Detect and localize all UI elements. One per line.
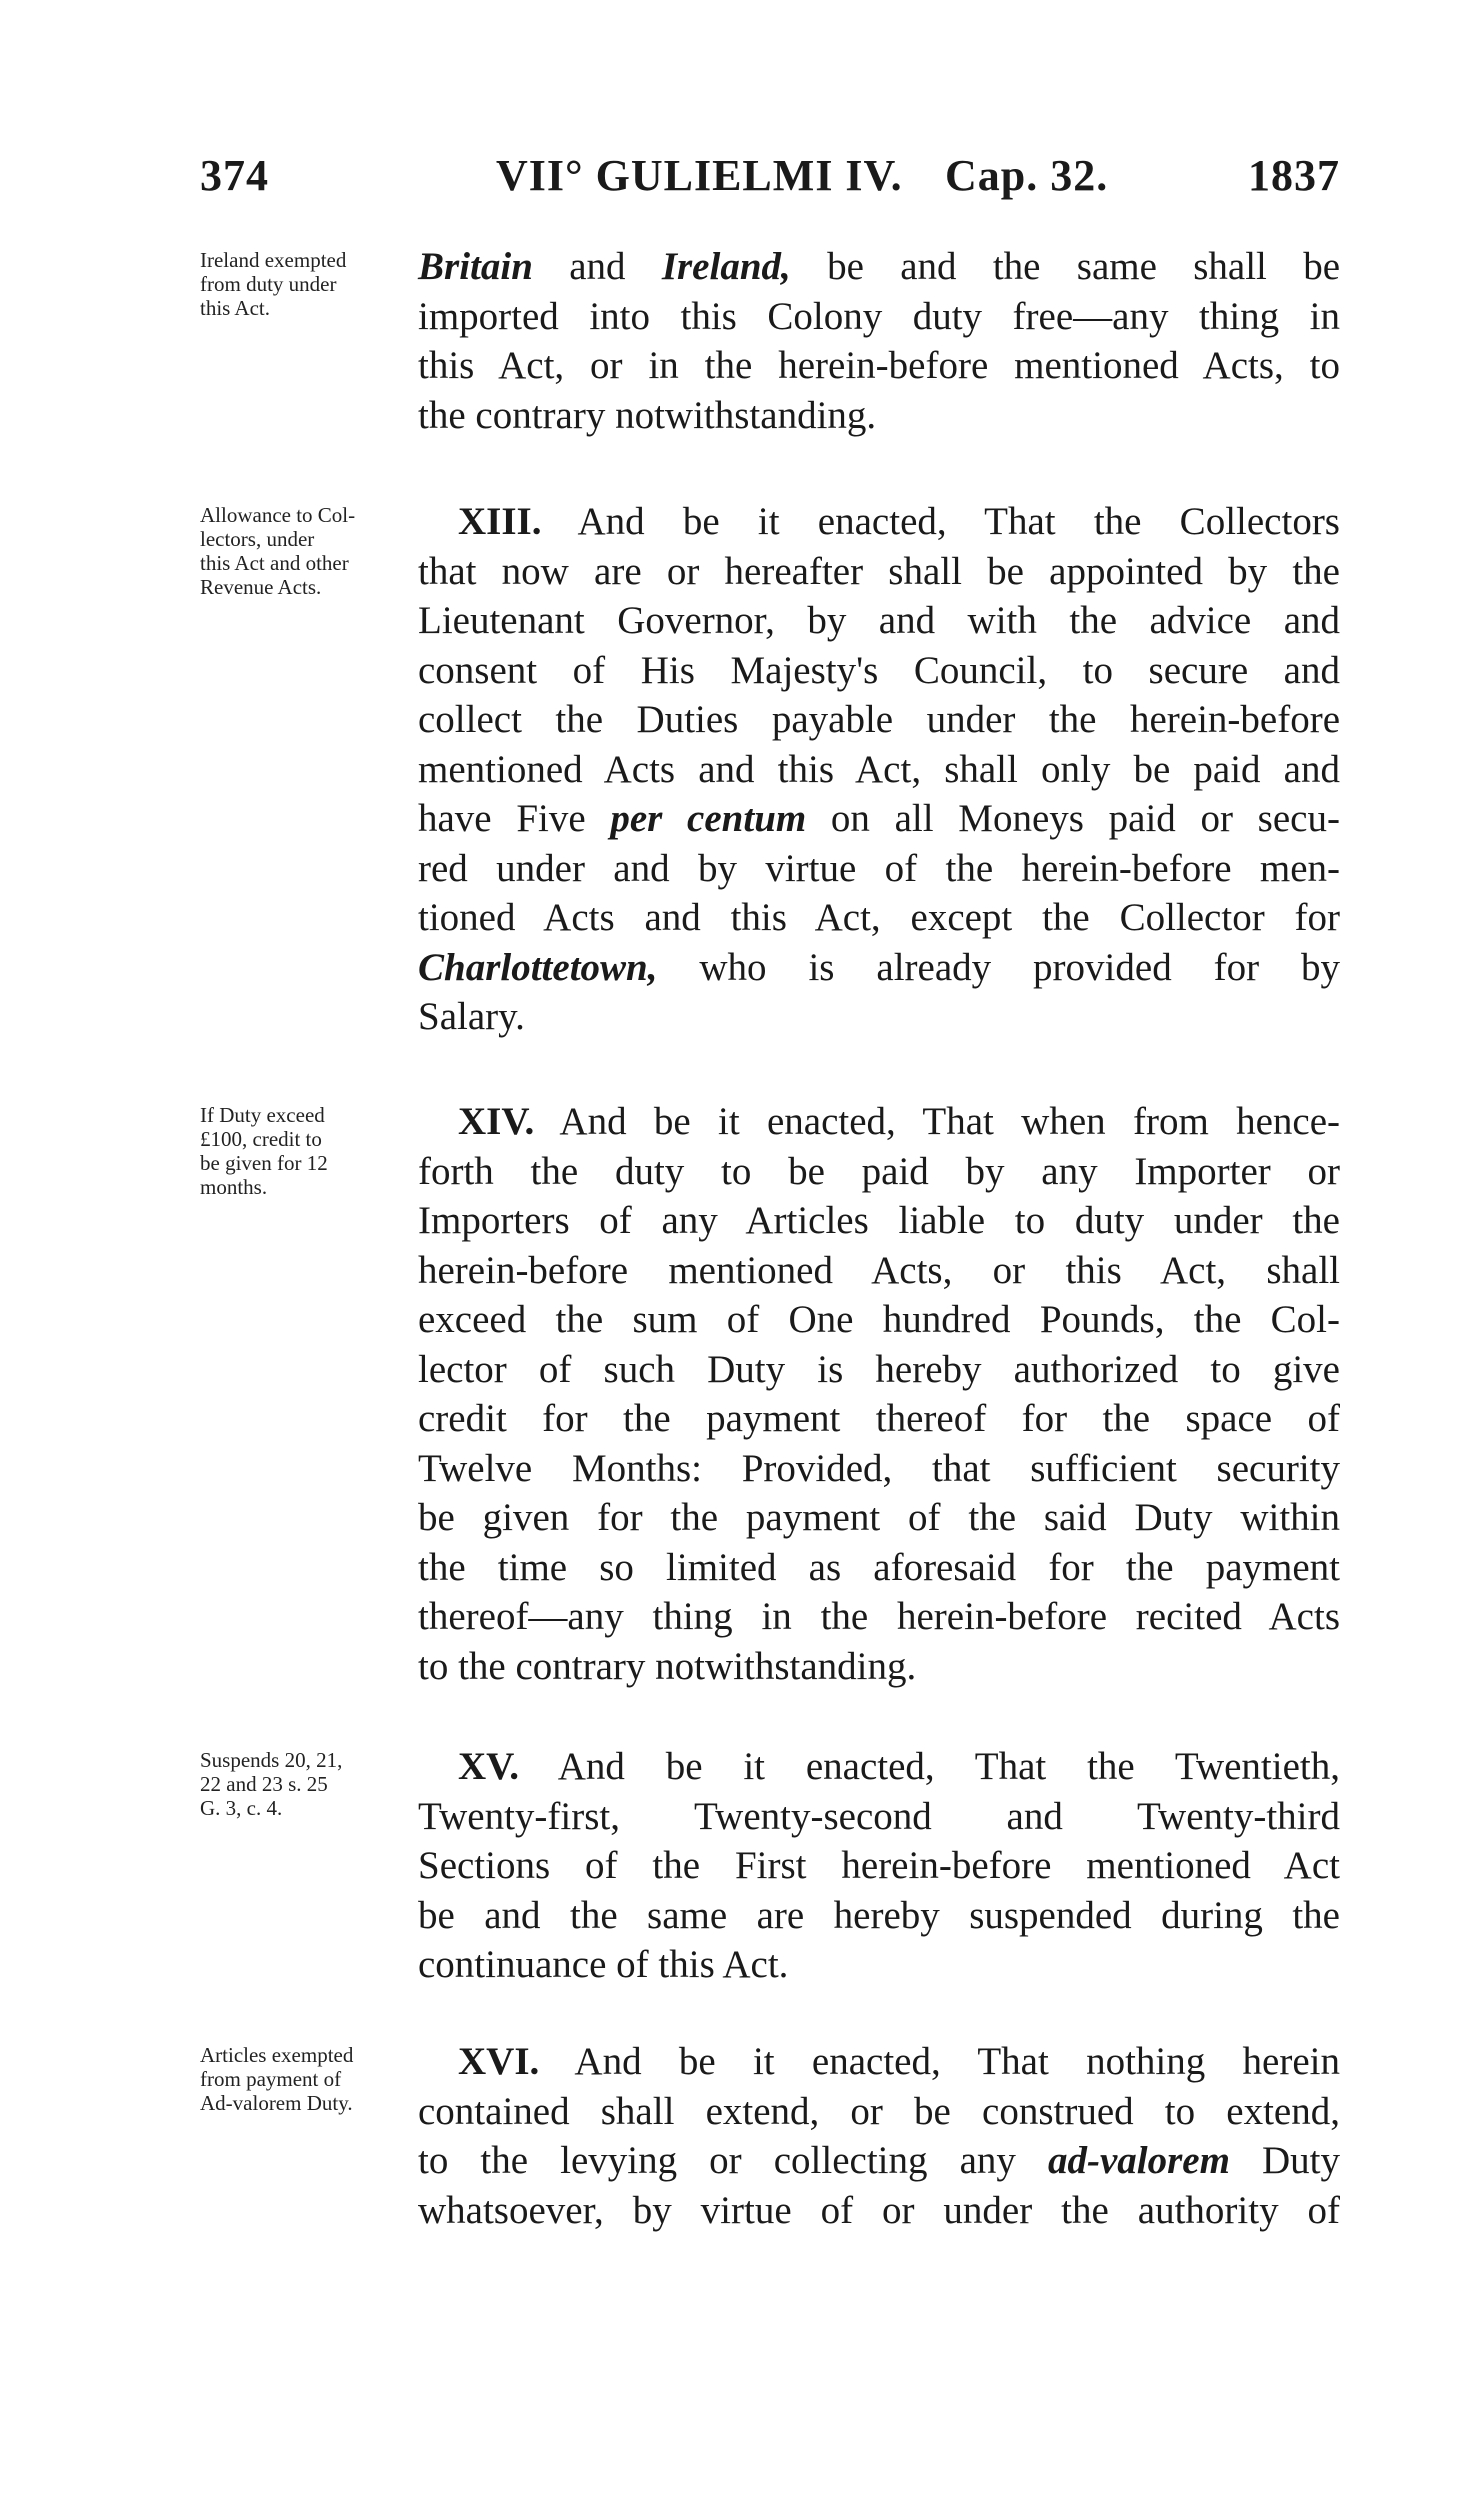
marginal-note [200,1748,410,1820]
line-text: exceed the sum of One hundred Pounds, the Col- [418,1298,1340,1341]
text-line [418,844,1340,894]
line-text: And be it enacted, That the Twentieth, [557,1745,1340,1788]
text-line [418,1742,1340,1792]
section-text [418,1742,1340,1990]
section-number: XIII. [458,500,542,543]
marginal-note-line: from payment of [200,2067,342,2091]
marginal-note-line: Ad-valorem Duty. [200,2091,353,2115]
text-line [418,1295,1340,1345]
italic-text: Charlottetown, [418,945,658,989]
text-line [418,1097,1340,1147]
marginal-note [200,2043,410,2115]
marginal-note-line: If Duty exceed [200,1103,325,1127]
marginal-note-line: this Act. [200,296,271,320]
marginal-note [200,248,410,320]
line-text: Duty [1229,2139,1341,2182]
text-line [418,1792,1340,1842]
text-line [418,646,1340,696]
text-line [418,1345,1340,1395]
year: 1837 [1248,151,1340,200]
marginal-note-line: Articles exempted [200,2043,354,2067]
section-number: XIV. [458,1100,535,1143]
line-text: tioned Acts and this Act, except the Collector for [418,896,1340,939]
marginal-note-line: Revenue Acts. [200,575,322,599]
marginal-note-line: this Act and other [200,551,349,575]
marginal-note-line: be given for 12 [200,1151,328,1175]
text-line [418,1147,1340,1197]
text-line [418,1642,1340,1692]
line-text: be given for the payment of the said Duty within [418,1496,1340,1539]
line-text: have Five [418,797,611,840]
line-text: continuance of this Act. [418,1943,789,1986]
line-text: Twenty-first, Twenty-second and Twenty-third [418,1794,1340,1838]
marginal-note-line: 22 and 23 s. 25 [200,1772,328,1796]
line-text: the contrary notwithstanding. [418,393,877,437]
text-line [418,1444,1340,1494]
text-line [418,1493,1340,1543]
marginal-note-line: Allowance to Col- [200,503,356,527]
marginal-note [200,503,410,599]
text-line [418,1394,1340,1444]
line-text: thereof—any thing in the herein-before recited Acts [418,1595,1340,1638]
line-text: be and the same are hereby suspended during the [418,1893,1340,1937]
italic-text: Britain [418,245,533,288]
line-text: Twelve Months: Provided, that sufficient security [418,1446,1340,1490]
text-line [418,794,1340,844]
marginal-note-line: £100, credit to [200,1127,322,1151]
line-text: whatsoever, by virtue of or under the authority of [418,2188,1340,2232]
text-line [418,2087,1340,2137]
text-line [418,2186,1340,2236]
line-text: consent of His Majesty's Council, to secure and [418,648,1340,692]
line-text: contained shall extend, or be construed to extend, [418,2089,1340,2133]
italic-text: ad-valorem [1047,2139,1230,2182]
text-line [418,992,1340,1042]
line-text: red under and by virtue of the herein-before men- [418,846,1340,890]
line-text: And be it enacted, That the Collectors [577,500,1340,543]
line-text: this Act, or in the herein-before mentioned Acts, to [418,344,1340,387]
line-text: And be it enacted, That nothing herein [574,2040,1340,2083]
marginal-note-line: Ireland exempted [200,248,347,272]
line-text: And be it enacted, That when from hence- [559,1100,1341,1143]
chapter-number: Cap. 32. [945,151,1109,200]
text-line [418,943,1340,993]
text-line [418,1196,1340,1246]
text-line [418,2037,1340,2087]
text-line [418,1246,1340,1296]
text-line [418,242,1340,292]
line-text: and [532,245,662,288]
marginal-note-line: months. [200,1175,268,1199]
line-text: on all Moneys paid or secu- [806,797,1340,840]
line-text: the time so limited as aforesaid for the payment [418,1545,1340,1589]
text-line [418,596,1340,646]
text-line [418,497,1340,547]
line-text: Importers of any Articles liable to duty under the [418,1199,1340,1242]
line-text: Lieutenant Governor, by and with the advice and [418,599,1340,642]
section-text [418,242,1340,440]
section-number: XV. [458,1745,520,1788]
section-text [418,2037,1340,2235]
line-text: to the contrary notwithstanding. [418,1644,917,1688]
text-line [418,341,1340,391]
line-text: that now are or hereafter shall be appointed by the [418,549,1340,593]
text-line [418,1592,1340,1642]
running-title: VII° GULIELMI IV. [496,151,903,200]
line-text: mentioned Acts and this Act, shall only be paid and [418,747,1340,791]
line-text: forth the duty to be paid by any Importer or [418,1149,1340,1193]
line-text: be and the same shall be [790,245,1340,288]
text-line [418,1841,1340,1891]
text-line [418,391,1340,441]
marginal-note-line: G. 3, c. 4. [200,1796,283,1820]
running-header [200,150,1340,220]
italic-text: Ireland, [661,245,791,288]
line-text: collect the Duties payable under the herein-before [418,698,1340,741]
text-line [418,893,1340,943]
line-text: credit for the payment thereof for the space of [418,1397,1340,1440]
section-text [418,497,1340,1042]
text-line [418,547,1340,597]
marginal-note [200,1103,410,1199]
line-text: Salary. [418,995,525,1038]
text-line [418,695,1340,745]
text-line [418,1543,1340,1593]
line-text: imported into this Colony duty free—any thing in [418,294,1340,338]
text-line [418,2136,1340,2186]
marginal-note-line: from duty under [200,272,337,296]
line-text: herein-before mentioned Acts, or this Act, shall [418,1248,1340,1292]
line-text: Sections of the First herein-before mentioned Act [418,1844,1340,1887]
text-line [418,1940,1340,1990]
text-line [418,292,1340,342]
marginal-note-line: Suspends 20, 21, [200,1748,343,1772]
line-text: who is already provided for by [657,945,1340,989]
marginal-note-line: lectors, under [200,527,315,551]
section-text [418,1097,1340,1691]
page-number: 374 [200,151,269,200]
italic-text: per centum [610,797,807,840]
text-line [418,745,1340,795]
line-text: lector of such Duty is hereby authorized to give [418,1347,1340,1391]
line-text: to the levying or collecting any [418,2139,1048,2182]
section-number: XVI. [458,2040,540,2083]
text-line [418,1891,1340,1941]
